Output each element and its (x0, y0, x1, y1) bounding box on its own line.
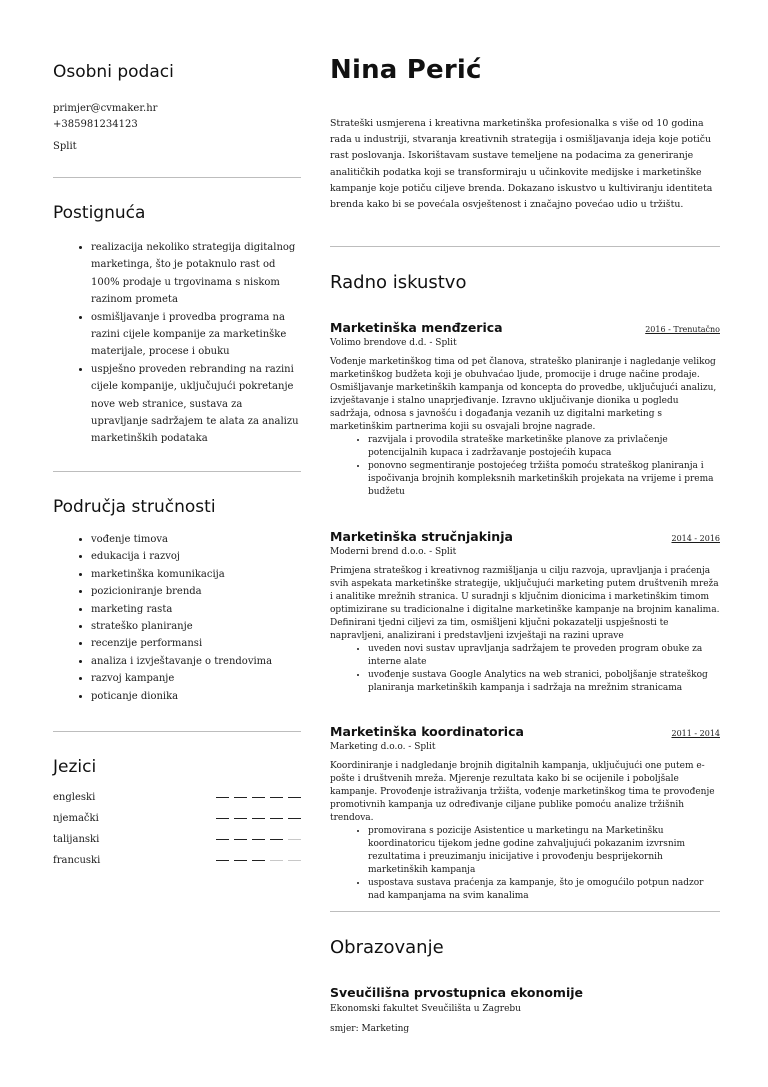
list-item: • osmišljavanje i provedba programa na razini cijele kompanije za marketinške materijale, procese i obuku (91, 309, 301, 361)
list-item: • analiza i izvještavanje o trendovima (91, 653, 301, 670)
job-entry (330, 529, 720, 695)
level-dash-empty (288, 839, 301, 841)
right-divider-2 (330, 911, 720, 912)
level-dash-filled (216, 797, 229, 799)
level-dash-filled (234, 860, 247, 862)
level-dash-filled (270, 818, 283, 820)
phone-text: +385981234123 (53, 119, 138, 130)
candidate-name: Nina Perić (330, 55, 482, 85)
level-dash-filled (288, 797, 301, 799)
education-heading: Obrazovanje (330, 937, 444, 958)
achievements-heading: Postignuća (53, 203, 146, 223)
job-description: Primjena strateškog i kreativnog razmišljanja u cilju razvoja, upravljanja i praćenja svih aspekata marketinške strategije, uključujući marketing putem društvenih mreža i analitike mrežnih stranica. U suradnji s ključnim dionicima i marketinškim timom optimizirane su tradicionalne i digitalne marketinške kampanje na brojnim kanalima. Definirani tjedni ciljevi za tim, osmišljeni ključni pokazatelji uspješnosti te napravljeni, analizirani i predstavljeni izvještaji na razini uprave (330, 566, 720, 641)
job-company: Volimo brendove d.d. - Split (330, 338, 457, 348)
level-dash-filled (252, 839, 265, 841)
language-row (53, 850, 301, 871)
job-bullets (330, 825, 720, 903)
list-item: • razvijala i provodila strateške marketinške planove za privlačenje potencijalnih kupaca i zadržavanje postojećih kupaca (368, 434, 720, 460)
language-row (53, 808, 301, 829)
language-name: talijanski (53, 834, 100, 845)
education-entry (330, 985, 720, 1036)
list-item: • realizacija nekoliko strategija digitalnog marketinga, što je potaknulo rast od 100% prodaje u trgovinama s niskom razinom prometa (91, 239, 301, 309)
list-item: • marketinška komunikacija (91, 566, 301, 583)
job-date: 2011 - 2014 (671, 729, 720, 738)
job-bullets (330, 643, 720, 695)
languages-heading: Jezici (53, 757, 97, 777)
job-entry (330, 724, 720, 903)
level-dash-filled (234, 839, 247, 841)
language-level (216, 860, 301, 862)
job-header (330, 529, 720, 544)
level-dash-empty (270, 860, 283, 862)
summary-text: Strateški usmjerena i kreativna marketinška profesionalka s više od 10 godina rada u industriji, stvaranja kreativnih strategija i osmišljavanja ideja koje potiču rast poslovanja. Iskorištavam sustave temeljene na podacima za generiranje analitičkih podatka koji se transformiraju u učinkovite medijske i marketinške kampanje koje potiču ciljeve brenda. Dokazano iskustvo u kultiviranju identiteta brenda kako bi se povećala osvještenost i značajno povećao udio u tržištu. (330, 118, 713, 211)
level-dash-filled (234, 818, 247, 820)
list-item: • razvoj kampanje (91, 670, 301, 687)
level-dash-filled (234, 797, 247, 799)
level-dash-filled (252, 860, 265, 862)
job-title: Marketinška menđzerica (330, 320, 503, 335)
job-company: Moderni brend d.o.o. - Split (330, 547, 457, 557)
language-row (53, 829, 301, 850)
left-divider-3 (53, 731, 301, 732)
left-divider-2 (53, 471, 301, 472)
list-item: • promovirana s pozicije Asistentice u marketingu na Marketinšku koordinatoricu tijekom jedne godine zahvaljujući pokazanim izvrsnim rezultatima i preuzimanju inicijative i provođenju besprijekornih marketinških kampanja (368, 825, 720, 877)
list-item: • poticanje dionika (91, 688, 301, 705)
job-header (330, 724, 720, 739)
job-description: Koordiniranje i nadgledanje brojnih digitalnih kampanja, uključujući one putem e-pošte i društvenih mreža. Mjerenje rezultata kako bi se ocijenile i poboljšale kampanje. Provođenje istraživanja tržišta, vođenje marketinškog tima te provođenje promotivnih kampanja uz određivanje ciljane publike pomoću analize tržišnih trendova. (330, 761, 715, 823)
list-item: • recenzije performansi (91, 635, 301, 652)
job-company: Marketing d.o.o. - Split (330, 742, 436, 752)
right-divider-1 (330, 246, 720, 247)
list-item: • ponovno segmentiranje postojećeg tržišta pomoću strateškog planiranja i ispočivanja brojnih kompleksnih marketinških projekata na vrijeme i prema budžetu (368, 460, 720, 499)
level-dash-filled (216, 860, 229, 862)
left-divider-1 (53, 177, 301, 178)
languages-list (53, 787, 301, 871)
city-text: Split (53, 141, 77, 152)
personal-section (53, 62, 301, 155)
level-dash-filled (270, 839, 283, 841)
skills-section (53, 497, 301, 705)
level-dash-filled (252, 818, 265, 820)
level-dash-filled (288, 818, 301, 820)
job-entry (330, 320, 720, 499)
list-item: • edukacija i razvoj (91, 548, 301, 565)
list-item: • strateško planiranje (91, 618, 301, 635)
language-level (216, 839, 301, 841)
achievements-section (53, 203, 301, 448)
job-bullets (330, 434, 720, 499)
language-name: francuski (53, 855, 101, 866)
personal-heading: Osobni podaci (53, 62, 174, 82)
language-row (53, 787, 301, 808)
level-dash-filled (216, 818, 229, 820)
job-description: Vođenje marketinškog tima od pet članova, strateško planiranje i nagledanje velikog marketinškog budžeta koji je obuhvaćao ljude, promocije i druge načine prodaje. Osmišljavanje marketinških kampanja od koncepta do provedbe, uključujući analizu, izvještavanje i stalno unaprjeđivanje. Izravno uključivanje dionika u pogledu sadržaja, odnosa s javnošću i događanja vezanih uz digitalni marketing s marketinškim partnerima kojii su osvajali brojne nagrade. (330, 357, 717, 432)
level-dash-filled (252, 797, 265, 799)
list-item: • uspostava sustava praćenja za kampanje, što je omogućilo potpun nadzor nad kampanjama na svim kanalima (368, 877, 720, 903)
languages-section (53, 757, 301, 871)
list-item: • pozicioniranje brenda (91, 583, 301, 600)
major-text: smjer: Marketing (330, 1024, 410, 1034)
email-text: primjer@cvmaker.hr (53, 103, 158, 114)
language-name: engleski (53, 792, 96, 803)
list-item: • uspješno proveden rebranding na razini cijele kompanije, uključujući pokretanje nove web stranice, sustava za upravljanje sadržajem te alata za analizu marketinških podataka (91, 361, 301, 448)
skills-heading: Područja stručnosti (53, 497, 216, 517)
degree-title: Sveučilišna prvostupnica ekonomije (330, 985, 584, 1000)
language-level (216, 797, 301, 799)
list-item: • uveden novi sustav upravljanja sadržajem te proveden program obuke za interne alate (368, 643, 720, 669)
list-item: • marketing rasta (91, 601, 301, 618)
language-level (216, 818, 301, 820)
job-date: 2014 - 2016 (671, 534, 720, 543)
list-item: • uvođenje sustava Google Analytics na web stranici, poboljšanje strateškog planiranja marketinških kampanja i sadržaja na mrežnim stranicama (368, 669, 720, 695)
experience-heading: Radno iskustvo (330, 272, 467, 293)
skills-list (53, 531, 301, 705)
school-name: Ekonomski fakultet Sveučilišta u Zagrebu (330, 1004, 521, 1014)
achievements-list (53, 239, 301, 448)
job-title: Marketinška koordinatorica (330, 724, 524, 739)
job-header (330, 320, 720, 335)
job-title: Marketinška stručnjakinja (330, 529, 513, 544)
job-date: 2016 - Trenutačno (645, 325, 720, 334)
level-dash-empty (288, 860, 301, 862)
level-dash-filled (216, 839, 229, 841)
list-item: • vođenje timova (91, 531, 301, 548)
language-name: njemački (53, 813, 99, 824)
level-dash-filled (270, 797, 283, 799)
